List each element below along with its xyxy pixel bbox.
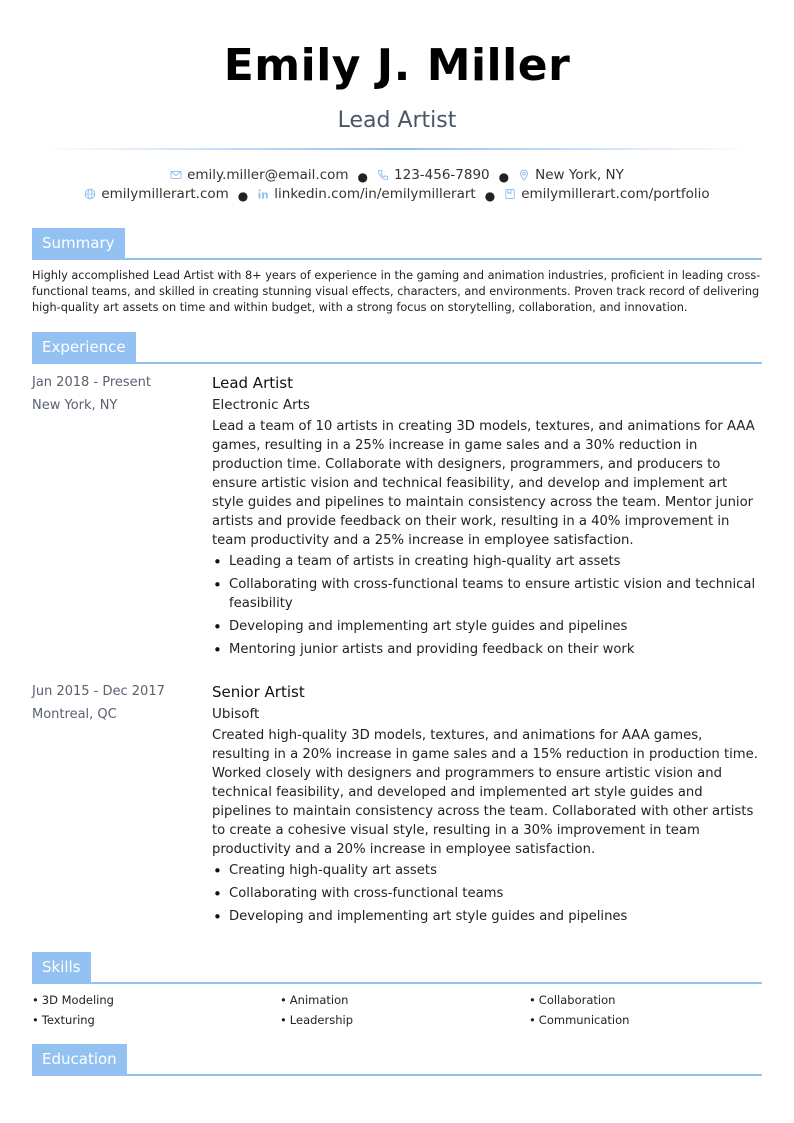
skill-item: • Texturing [32, 1010, 272, 1030]
contact-website[interactable] [84, 185, 228, 203]
contact-phone[interactable] [377, 166, 490, 184]
company-name: Ubisoft [212, 706, 260, 722]
website-text: emilymillerart.com [101, 186, 229, 202]
header-divider [40, 148, 754, 150]
separator-dot: ● [484, 189, 496, 203]
phone-icon [377, 169, 389, 181]
job-description: Lead a team of 10 artists in creating 3D models, textures, and animations for AAA games, resulting in a 25% increase in game sales and a 30% reduction in production time. Collaborate with designers, programmers, and producers to ensure artistic vision and technical feasibility, and develop and implement art style guides and pipelines to maintain consistency across the team. Mentor junior artists and provide feedback on their work, resulting in a 40% improvement in team productivity and a 25% increase in employee satisfaction. [212, 419, 755, 548]
skills-column [280, 990, 520, 1030]
skill-item: • Collaboration [529, 990, 769, 1010]
job-title: Lead Artist [212, 374, 293, 392]
list-item: • Mentoring junior artists and providing feedback on their work [212, 640, 762, 659]
skills-section-header [32, 952, 762, 984]
list-item: • Developing and implementing art style guides and pipelines [212, 617, 762, 636]
section-rule [32, 1074, 762, 1076]
experience-dates: Jan 2018 - Present [32, 375, 151, 390]
section-rule [32, 258, 762, 260]
contact-linkedin[interactable] [257, 185, 475, 203]
contact-email[interactable] [170, 166, 348, 184]
list-item: • Collaborating with cross-functional teams [212, 884, 762, 903]
contact-portfolio[interactable] [504, 185, 709, 203]
job-title: Senior Artist [212, 683, 305, 701]
email-text: emily.miller@email.com [187, 167, 349, 183]
skill-item: • 3D Modeling [32, 990, 272, 1010]
job-bullets [212, 552, 762, 659]
skill-item: • Leadership [280, 1010, 520, 1030]
portfolio-text: emilymillerart.com/portfolio [521, 186, 710, 202]
experience-meta [32, 371, 202, 417]
globe-icon [84, 188, 96, 200]
list-item: • Collaborating with cross-functional teams to ensure artistic vision and technical feasibility [212, 575, 762, 613]
section-title: Education [32, 1044, 127, 1074]
separator-dot: ● [498, 170, 510, 184]
section-rule [32, 982, 762, 984]
contact-location [518, 166, 624, 184]
education-section-header [32, 1044, 762, 1076]
section-title: Skills [32, 952, 91, 982]
section-rule [32, 362, 762, 364]
experience-section-header [32, 332, 762, 364]
section-title: Summary [32, 228, 125, 258]
job-description: Created high-quality 3D models, textures, and animations for AAA games, resulting in a 20% increase in game sales and a 15% reduction in production time. Worked closely with designers and programmers to ensure artistic vision and technical feasibility, and developed and implemented art style guides and pipelines to maintain consistency across the team. Collaborated with other artists to create a cohesive visual style, resulting in a 30% improvement in team productivity and a 20% increase in employee satisfaction. [212, 728, 758, 857]
section-title: Experience [32, 332, 136, 362]
experience-location: New York, NY [32, 398, 118, 413]
contact-row-1 [0, 166, 794, 186]
skill-item: • Communication [529, 1010, 769, 1030]
portfolio-icon [504, 188, 516, 200]
experience-meta [32, 680, 202, 726]
experience-body [212, 680, 762, 930]
experience-location: Montreal, QC [32, 707, 117, 722]
contact-row-2 [0, 185, 794, 205]
company-name: Electronic Arts [212, 397, 310, 413]
location-text: New York, NY [535, 167, 624, 183]
separator-dot: ● [357, 170, 369, 184]
location-pin-icon [518, 169, 530, 181]
job-bullets [212, 861, 762, 926]
summary-text: Highly accomplished Lead Artist with 8+ years of experience in the gaming and animation industries, proficient in leading cross-functional teams, and skilled in creating stunning visual effects, characters, and environments. Proven track record of delivering high-quality art assets on time and within budget, with a strong focus on storytelling, collaboration, and innovation. [32, 269, 761, 314]
list-item: • Developing and implementing art style guides and pipelines [212, 907, 762, 926]
separator-dot: ● [237, 189, 249, 203]
skill-item: • Animation [280, 990, 520, 1010]
experience-dates: Jun 2015 - Dec 2017 [32, 684, 165, 699]
experience-body [212, 371, 762, 663]
list-item: • Leading a team of artists in creating high-quality art assets [212, 552, 762, 571]
mail-icon [170, 169, 182, 181]
linkedin-text: linkedin.com/in/emilymillerart [274, 186, 476, 202]
list-item: • Creating high-quality art assets [212, 861, 762, 880]
candidate-role: Lead Artist [337, 108, 457, 133]
skills-column [529, 990, 769, 1030]
linkedin-icon [257, 188, 269, 200]
phone-text: 123-456-7890 [394, 167, 490, 183]
skills-column [32, 990, 272, 1030]
summary-section-header [32, 228, 762, 260]
candidate-name: Emily J. Miller [223, 40, 571, 91]
